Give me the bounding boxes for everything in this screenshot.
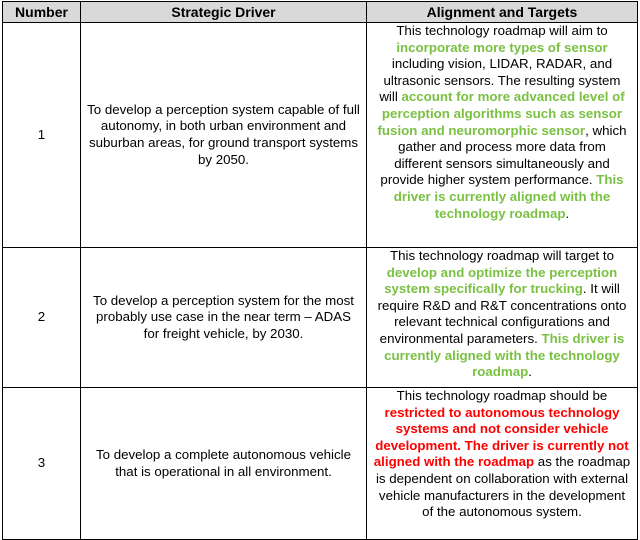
alignment-segment: This technology roadmap will target to — [390, 248, 614, 263]
header-alignment-and-targets: Alignment and Targets — [367, 2, 638, 23]
header-number: Number — [3, 2, 81, 23]
table-row — [3, 388, 638, 540]
table-row — [3, 248, 638, 388]
strategic-driver-text: To develop a perception system for the most probably use case in the near term – ADAS for freight vehicle, by 2030. — [81, 248, 367, 388]
alignment-text — [367, 248, 638, 388]
alignment-highlight: develop and optimize the perception system specifically for trucking — [384, 264, 618, 297]
alignment-text — [367, 23, 638, 248]
alignment-segment: This technology roadmap will aim to — [396, 23, 608, 38]
alignment-segment: . — [565, 205, 570, 221]
alignment-text — [367, 388, 638, 540]
header-strategic-driver: Strategic Driver — [81, 2, 367, 23]
strategic-driver-text: To develop a perception system capable of full autonomy, in both urban environment and suburban areas, for ground transport systems by 2050. — [81, 23, 367, 248]
alignment-segment: This technology roadmap should be — [396, 388, 608, 403]
row-number: 2 — [3, 248, 81, 388]
row-number: 1 — [3, 23, 81, 248]
table-header-row — [3, 2, 638, 23]
alignment-segment: . It will require R&D and R&T concentrations onto relevant technical configurations and environmental parameters. — [377, 281, 627, 346]
alignment-highlight: restricted to autonomous technology systems and not consider vehicle development. The driver is currently not aligned with the roadmap — [373, 404, 629, 470]
row-number: 3 — [3, 388, 81, 540]
alignment-highlight: account for more advanced level of perception algorithms such as sensor fusion and neuromorphic sensor — [377, 89, 625, 138]
alignment-segment: as the roadmap is dependent on collaboration with external vehicle manufacturers in the development of the autonomous system. — [375, 454, 631, 520]
alignment-highlight: This driver is currently aligned with the technology roadmap — [384, 330, 625, 380]
alignment-segment: including vision, LIDAR, RADAR, and ultrasonic sensors. The resulting system will — [379, 56, 621, 105]
strategic-driver-text: To develop a complete autonomous vehicle that is operational in all environment. — [81, 388, 367, 540]
alignment-highlight: This driver is currently aligned with the technology roadmap — [393, 172, 624, 221]
table-row — [3, 23, 638, 248]
alignment-segment: , which gather and process more data from different sensors simultaneously and provide higher system performance. — [380, 122, 627, 188]
alignment-segment: . — [528, 364, 532, 380]
strategic-drivers-table — [2, 1, 638, 540]
alignment-highlight: incorporate more types of sensor — [396, 39, 608, 55]
